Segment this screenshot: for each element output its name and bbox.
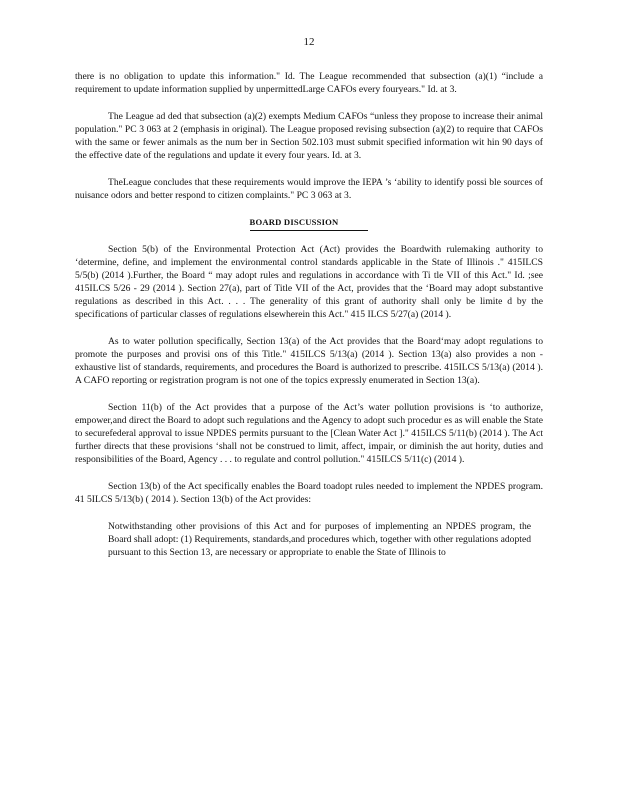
paragraph: Section 13(b) of the Act specifically enables the Board toadopt rules needed to implement the NPDES program. 41 5ILCS 5/13(b) ( 2014 ). Section 13(b) of the Act provides: [75,481,543,505]
paragraph: The League ad ded that subsection (a)(2) exempts Medium CAFOs “unless they propose to increase their animal population." PC 3 063 at 2 (emphasis in original). The League proposed revising subsection (a)(2) to require that CAFOs with the same or fewer animals as the num ber in Section 502.103 must submit specified information wit hin 90 days of the effective date of the regulations and update it every four years. Id. at 3. [75,111,543,161]
document-body [75,70,543,559]
page-number: 12 [303,36,315,48]
paragraph: As to water pollution specifically, Section 13(a) of the Act provides that the Board‘may adopt regulations to promote the purposes and provisi ons of this Title." 415ILCS 5/13(a) (2014 ). Section 13(a) also provides a non -exhaustive list of standards, requirements, and procedures the Board is authorized to prescribe. 415ILCS 5/13(a) (2014 ). A CAFO reporting or registration program is not one of the topics expressly enumerated in Section 13(a). [75,336,543,386]
paragraph: there is no obligation to update this information." Id. The League recommended that subsection (a)(1) “include a requirement to update information supplied by unpermittedLarge CAFOs every fouryears." Id. at 3. [75,71,543,95]
section-heading [75,216,543,231]
block-quote: Notwithstanding other provisions of this Act and for purposes of implementing an NPDES program, the Board shall adopt: (1) Requirements, standards,and procedures which, together with other regulations adopted pursuant to this Section 13, are necessary or appropriate to enable the State of Illinois to [108,521,531,558]
paragraph: Section 5(b) of the Environmental Protection Act (Act) provides the Boardwith rulemaking authority to ‘determine, define, and implement the environmental control standards applicable in the State of Illinois ." 415ILCS 5/5(b) (2014 ).Further, the Board “ may adopt rules and regulations in accordance with Ti tle VII of this Act." Id. ;see 415ILCS 5/26 - 29 (2014 ). Section 27(a), part of Title VII of the Act, provides that the ‘Board may adopt substantive regulations as described in this Act. . . . The generality of this grant of authority shall only be limite d by the specifications of particular classes of regulations elsewherein this Act." 415 ILCS 5/27(a) (2014 ). [75,244,543,320]
paragraph: Section 11(b) of the Act provides that a purpose of the Act’s water pollution provisions is ‘to authorize, empower,and direct the Board to adopt such regulations and the Agency to adopt such procedur es as will enable the State to securefederal approval to issue NPDES permits pursuant to the [Clean Water Act ]." 415ILCS 5/11(b) (2014 ). The Act further directs that these provisions ‘shall not be construed to limit, affect, impair, or diminish the aut hority, duties and responsibilities of the Board, Agency . . . to regulate and control pollution." 415ILCS 5/11(c) (2014 ). [75,402,543,465]
paragraph: TheLeague concludes that these requirements would improve the IEPA ’s ‘ability to identify possi ble sources of nuisance odors and better respond to citizen complaints." PC 3 063 at 3. [75,177,543,201]
section-heading-text: BOARD DISCUSSION [250,216,369,231]
